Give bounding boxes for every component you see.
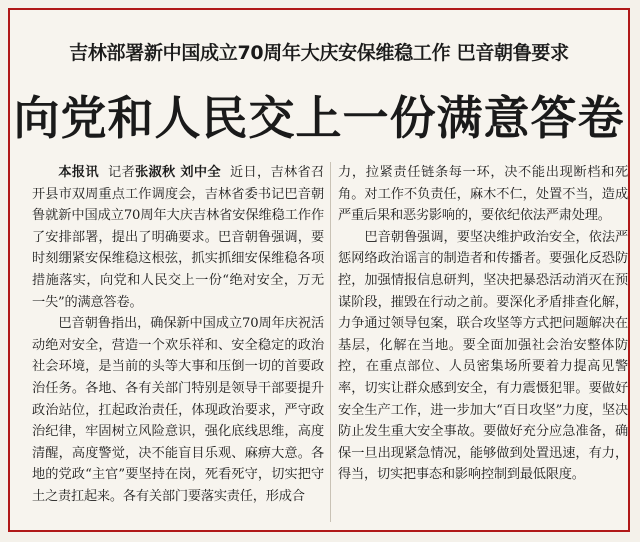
body-paragraph-2: 巴音朝鲁指出，确保新中国成立70周年庆祝活动绝对安全，营造一个欢乐祥和、安全稳定的政治社会环境，是当前的头等大事和压倒一切的首要政治任务。各地、各有关部门特别是领导干部要提升政治站位，扛起政治责任，体现政治要求，严守政治纪律，牢固树立风险意识，强化底线思维，高度清醒，高度警觉，决不能盲目乐观、麻痹大意。各地的党政“主官”要坚持在岗，死看死守，切实把守土之责扛起来。各有关部门要落实责任，形成合 [32,316,324,504]
article-column-right [338,162,628,486]
body-paragraph-2-continued: 力，拉紧责任链条每一环，决不能出现断档和死角。对工作不负责任，麻木不仁，处置不当，造成严重后果和恶劣影响的，要依纪依法严肃处理。 [338,165,628,224]
body-paragraph-3: 巴音朝鲁强调，要坚决维护政治安全，依法严惩网络政治谣言的制造者和传播者。要强化反恐防控，加强情报信息研判，坚决把暴恐活动消灭在预谋阶段，摧毁在行动之前。要深化矛盾排查化解，力争通过领导包案，联合攻坚等方式把问题解决在基层，化解在当地。要全面加强社会治安整体防控，在重点部位、人员密集场所要着力提高见警率，切实让群众感到安全，有力震慑犯罪。要做好安全生产工作，进一步加大“百日攻坚”力度，坚决防止发生重大安全事故。要做好充分应急准备，确保一旦出现紧急情况，能够做到处置迅速，有力，得当，切实把事态和影响控制到最低限度。 [338,229,628,483]
byline-tag: 本报讯 [58,165,99,180]
reporter-names: 张淑秋 刘中全 [134,165,221,180]
lead-text: 近日，吉林省召开县市双周重点工作调度会，吉林省委书记巴音朝鲁就新中国成立70周年大庆吉林省安保维稳工作作了安排部署，提出了明确要求。巴音朝鲁强调，要时刻绷紧安保维稳这根弦，抓实抓细安保维稳各项措施落实，向党和人民交上一份“绝对安全，万无一失”的满意答卷。 [32,165,325,310]
article-column-left [32,162,324,508]
byline-prefix: 记者 [107,165,135,180]
article-headline: 向党和人民交上一份满意答卷 [13,91,625,145]
article-subheadline: 吉林部署新中国成立70周年大庆安保维稳工作 巴音朝鲁要求 [69,42,569,64]
column-divider [330,162,331,522]
lead-paragraph [32,162,324,313]
article-frame [8,8,630,532]
